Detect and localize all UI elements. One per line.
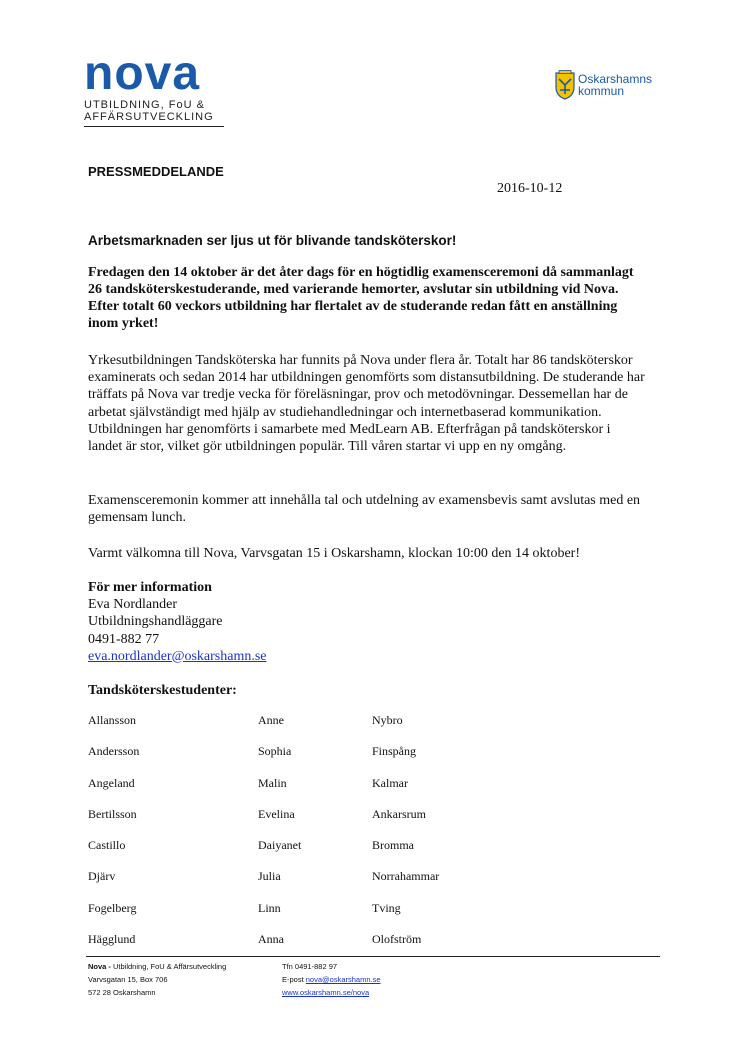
student-row [88,838,648,869]
headline: Arbetsmarknaden ser ljus ut för blivande tandsköterskor! [88,233,457,248]
student-first-name: Linn [258,900,281,915]
footer-email-link[interactable]: nova@oskarshamn.se [305,975,381,984]
student-last-name: Angeland [88,775,135,790]
students-title: Tandsköterskestudenter: [88,683,237,698]
student-first-name: Malin [258,775,287,790]
contact-phone: 0491-882 77 [88,631,160,647]
footer-phone: Tfn 0491-882 97 [282,962,338,971]
student-row [88,744,648,775]
contact-email-link[interactable]: eva.nordlander@oskarshamn.se [88,648,267,664]
student-row [88,713,648,744]
body-paragraph-2: Examensceremonin kommer att innehålla tal och utdelning av examensbevis samt avslutas med en gemensam lunch. [88,493,641,526]
student-first-name: Evelina [258,806,295,821]
contact-role: Utbildningshandläggare [88,614,223,630]
student-first-name: Sophia [258,744,292,759]
nova-logo-rule [84,126,224,127]
footer-street: Varvsgatan 15, Box 706 [88,975,168,984]
student-row [88,869,648,900]
student-town: Kalmar [372,775,408,790]
oskarshamn-kommun-logo [555,70,652,100]
student-last-name: Allansson [88,713,136,727]
body-paragraph-3: Varmt välkomna till Nova, Varvsgatan 15 i Oskarshamn, klockan 10:00 den 14 oktober! [88,546,580,561]
student-town: Norrahammar [372,869,440,884]
kommun-name: Oskarshamns kommun [578,72,653,98]
student-town: Ankarsrum [372,806,426,821]
students-table [88,713,648,963]
release-date: 2016-10-12 [497,181,563,196]
lead-paragraph: Fredagen den 14 oktober är det åter dags för en högtidlig examensceremoni då sammanlagt 26 tandsköterskestuderande, med varierande hemorter, avslutar sin utbildning vid Nova. Efter totalt 60 veckors utbildning har flertalet av de studerande redan fått en anställning inom yrket! [88,265,634,331]
student-first-name: Anna [258,932,284,947]
footer-contact [282,960,381,999]
body-paragraph-1: Yrkesutbildningen Tandsköterska har funnits på Nova under flera år. Totalt har 86 tandsköterskor examinerats och sedan 2014 har utbildningen genomförts som distansutbildning. De studerande har träffats på Nova var tredje vecka för föreläsningar, prov och metodövningar. Dessemellan har de arbetat självständigt med hjälp av studiehandledningar och internetbaserad kommunikation. Utbildningen har genomförts i samarbete med MedLearn AB. Efterfrågan på tandsköterskor i landet är stor, vilket gör utbildningen populär. Till våren startar vi upp en ny omgång. [88,353,645,455]
footer-divider [86,956,660,957]
student-row [88,807,648,838]
footer-postal: 572 28 Oskarshamn [88,988,156,997]
student-first-name: Daiyanet [258,838,302,853]
student-town: Tving [372,900,401,915]
student-first-name: Anne [258,713,284,727]
contact-block [88,579,267,665]
student-row [88,776,648,807]
footer-address [88,960,226,999]
student-last-name: Fogelberg [88,900,137,915]
nova-logo-tagline-1: UTBILDNING, FoU & [84,99,205,111]
contact-name: Eva Nordlander [88,597,178,613]
footer-org: Nova - Utbildning, FoU & Affärsutveckling [88,962,227,971]
contact-heading: För mer information [88,580,212,595]
nova-logo-tagline-2: AFFÄRSUTVECKLING [84,111,214,123]
nova-logo-wordmark: nova [84,47,201,100]
student-town: Olofström [372,932,422,947]
student-last-name: Djärv [88,869,116,884]
student-row [88,932,648,963]
press-release-label: PRESSMEDDELANDE [88,164,224,179]
student-row [88,901,648,932]
footer-web-link[interactable]: www.oskarshamn.se/nova [282,988,370,997]
student-last-name: Castillo [88,838,126,853]
footer-email: E-post nova@oskarshamn.se [282,975,381,984]
student-last-name: Hägglund [88,932,136,947]
student-last-name: Bertilsson [88,806,137,821]
student-town: Finspång [372,744,417,759]
student-last-name: Andersson [88,744,140,759]
student-first-name: Julia [258,869,281,884]
student-town: Nybro [372,713,403,727]
coat-of-arms-icon [555,70,575,100]
nova-logo [84,47,226,127]
student-town: Bromma [372,838,414,853]
